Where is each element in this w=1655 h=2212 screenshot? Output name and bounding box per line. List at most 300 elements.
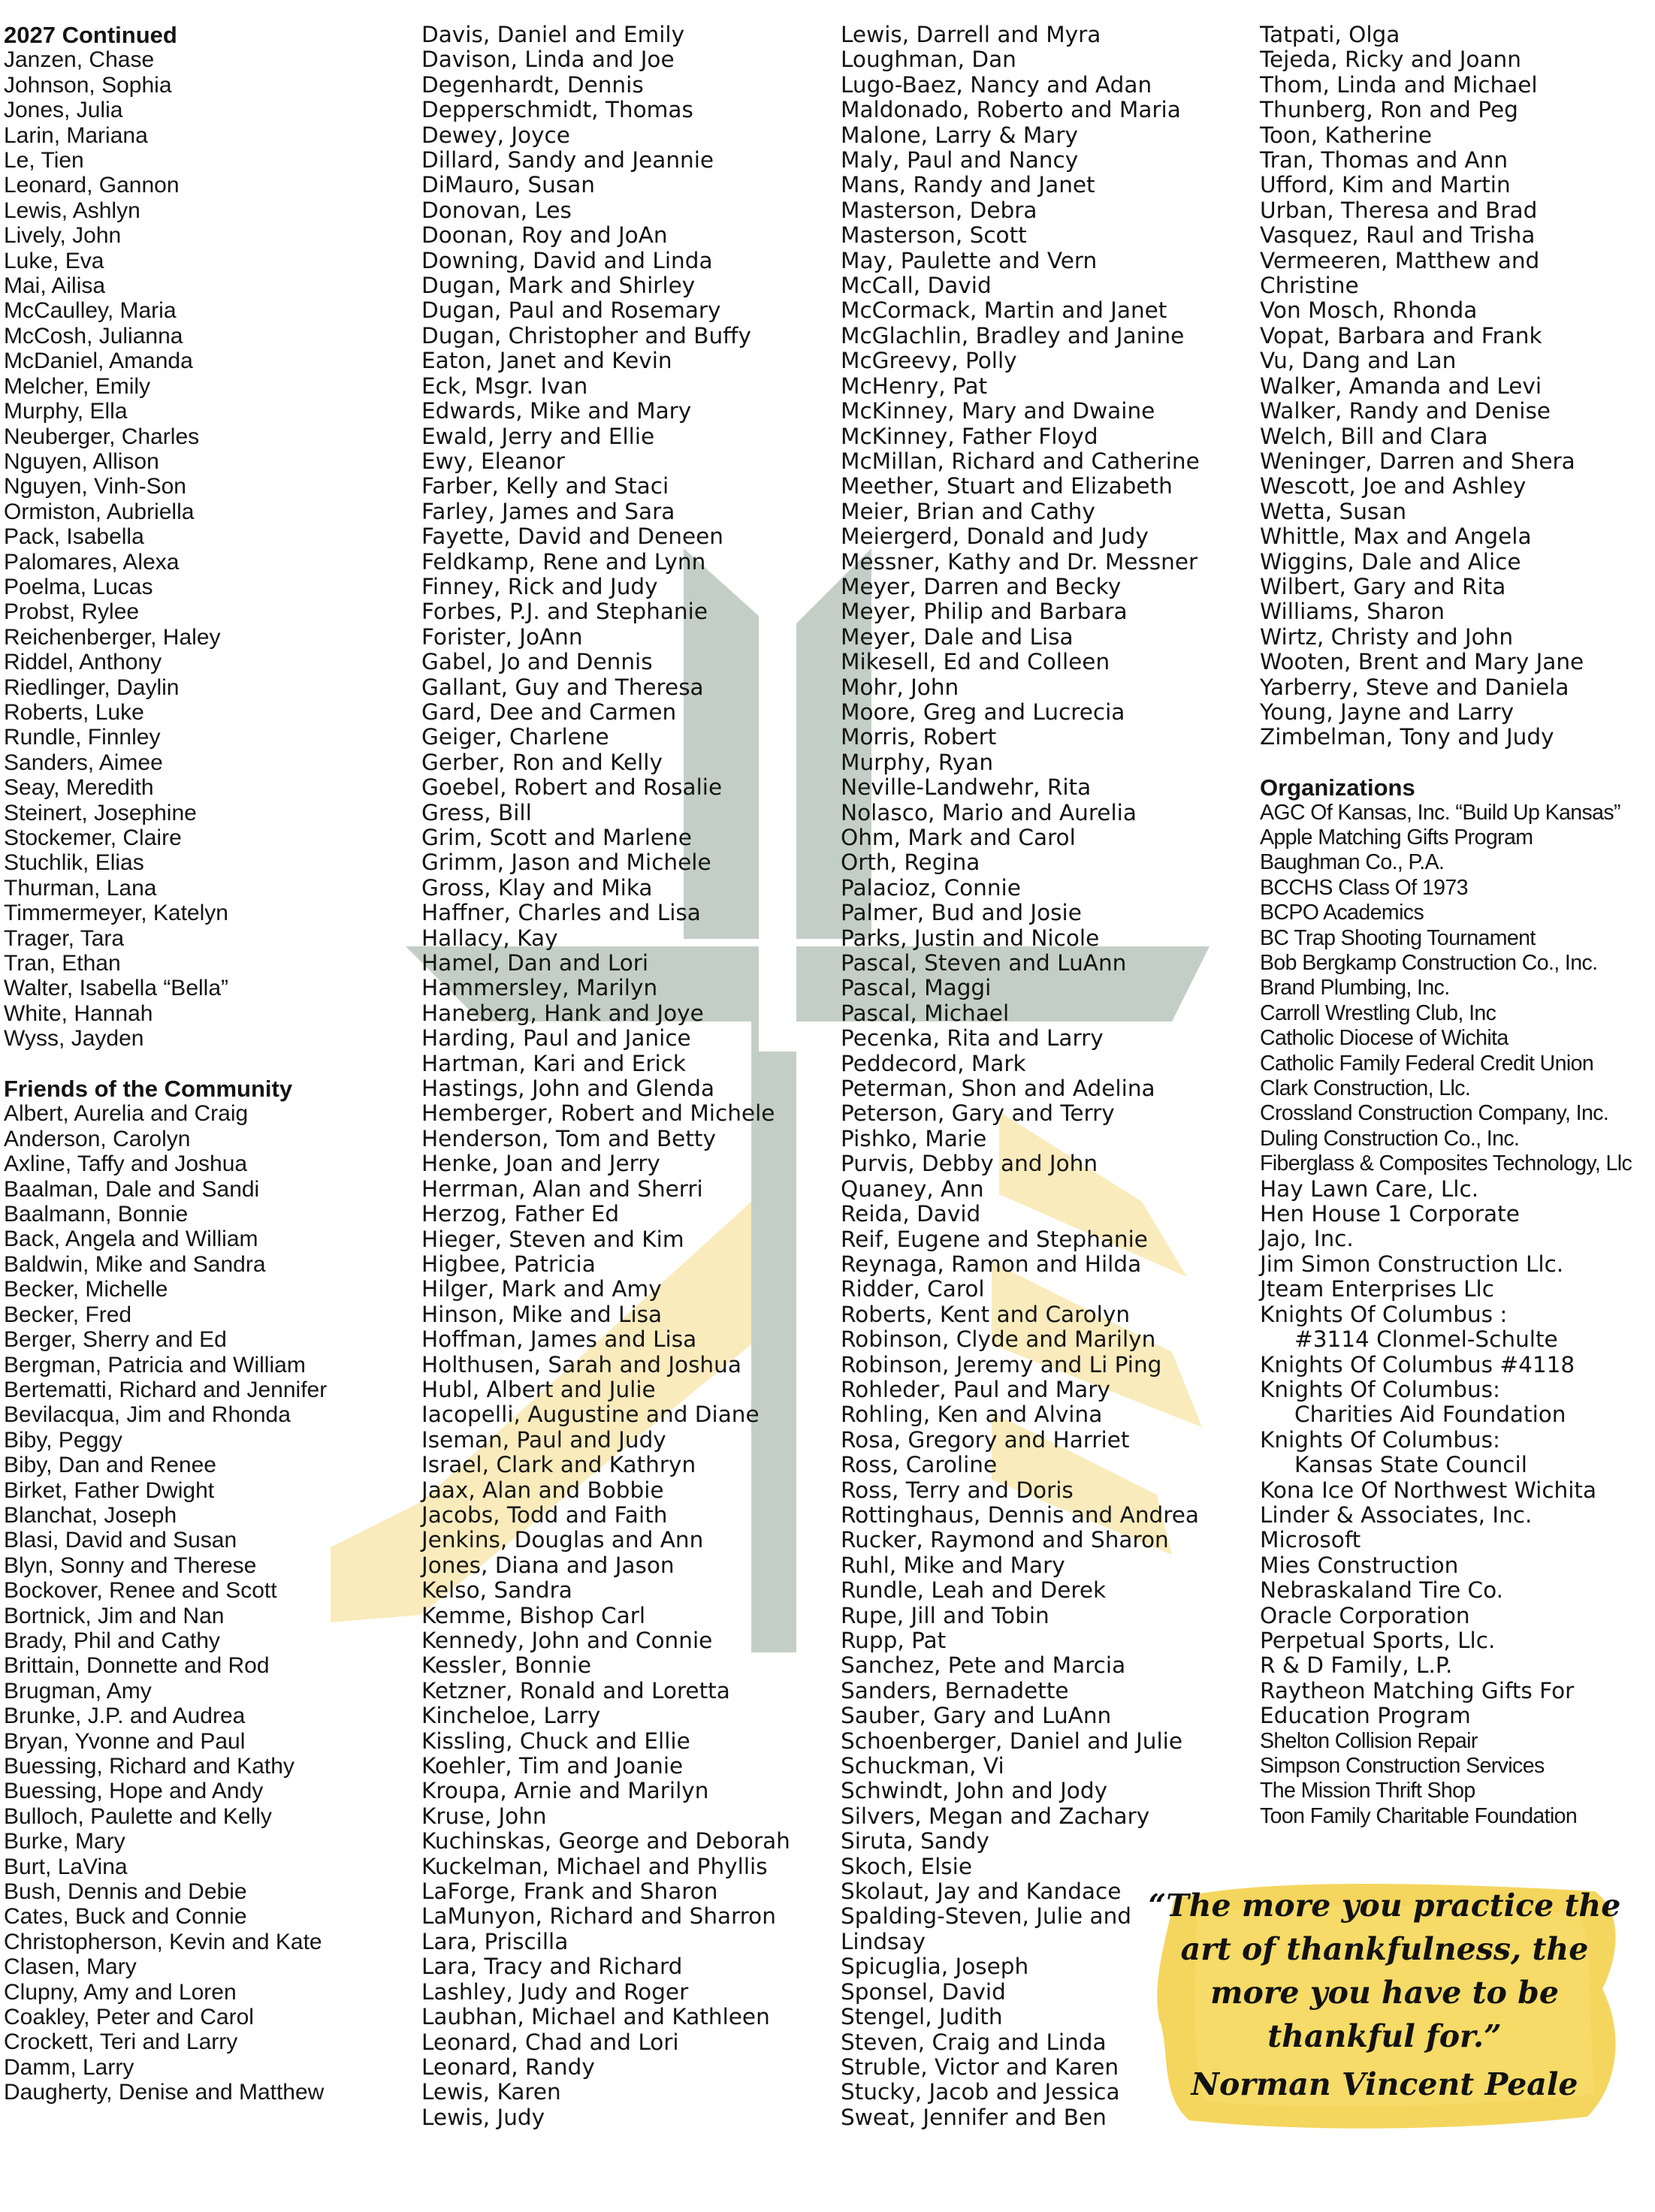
list-item: Rundle, Leah and Derek [841,1577,1107,1604]
list-item: Stengel, Judith [841,2004,1003,2030]
list-item: Geiger, Charlene [421,724,609,750]
list-item: Higbee, Patricia [421,1251,596,1277]
list-item: Seay, Meredith [4,775,154,801]
list-item: McCosh, Julianna [4,323,183,349]
list-item: Henke, Joan and Jerry [421,1151,660,1177]
list-item: Perpetual Sports, Llc. [1260,1627,1496,1653]
list-item: Stockemer, Claire [4,825,182,850]
list-item: McCormack, Martin and Janet [841,297,1167,324]
list-item: Brittain, Donnette and Rod [4,1653,270,1679]
list-item: Urban, Theresa and Brad [1260,197,1538,223]
list-item: Walker, Amanda and Levi [1260,373,1542,399]
list-item: Neville-Landwehr, Rita [841,774,1092,801]
list-item: Farley, James and Sara [421,498,675,524]
list-item: Nguyen, Vinh-Son [4,474,186,499]
list-item: Parks, Justin and Nicole [841,925,1100,951]
list-item: Skoch, Elsie [841,1853,973,1879]
list-item: Christine [1260,273,1359,299]
list-item: Kona Ice Of Northwest Wichita [1260,1477,1597,1503]
list-item: Hammersley, Marilyn [421,975,658,1001]
list-item: Sponsel, David [841,1978,1006,2005]
list-item: Ross, Terry and Doris [841,1477,1074,1503]
list-item: Vu, Dang and Lan [1260,348,1457,374]
list-item: McCaulley, Maria [4,298,177,324]
list-item: Kissling, Chuck and Ellie [421,1728,690,1754]
list-item: Lashley, Judy and Roger [421,1978,689,2005]
list-item: Hartman, Kari and Erick [421,1050,686,1076]
quote-body: “The more you practice the art of thankfulness, the more you have to be thankful for.” [1148,1888,1621,2054]
list-item: Leonard, Randy [421,2054,595,2080]
list-item: Albert, Aurelia and Craig [4,1101,249,1127]
list-item: Nebraskaland Tire Co. [1260,1577,1504,1604]
quote-author: Norman Vincent Peale [1191,2066,1578,2102]
list-item: Meier, Brian and Cathy [841,498,1095,524]
list-item: Schwindt, John and Jody [841,1778,1108,1804]
list-item: Hubl, Albert and Julie [421,1376,656,1402]
list-item: Rosa, Gregory and Harriet [841,1426,1130,1453]
list-item: Iacopelli, Augustine and Diane [421,1402,760,1428]
list-item: Birket, Father Dwight [4,1477,215,1503]
list-item: Pascal, Steven and LuAnn [841,950,1127,976]
list-item: Bob Bergkamp Construction Co., Inc. [1260,951,1598,976]
list-item: Schoenberger, Daniel and Julie [841,1728,1183,1754]
list-item: Probst, Rylee [4,599,140,625]
section-heading: Organizations [1260,774,1415,801]
list-item: Roberts, Kent and Carolyn [841,1301,1131,1327]
list-item: Haffner, Charles and Lisa [421,900,701,926]
list-item: Reichenberger, Haley [4,624,221,650]
list-item: Siruta, Sandy [841,1828,989,1854]
list-item: Bockover, Renee and Scott [4,1578,277,1604]
list-item: Reif, Eugene and Stephanie [841,1226,1148,1252]
list-item: Kroupa, Arnie and Marilyn [421,1778,709,1804]
list-item: Knights Of Columbus #4118 [1260,1351,1575,1378]
list-item: Reida, David [841,1201,981,1227]
list-item: Neuberger, Charles [4,424,200,449]
list-item: Gross, Klay and Mika [421,874,653,901]
list-item: Bryan, Yvonne and Paul [4,1728,246,1754]
list-item: Hay Lawn Care, Llc. [1260,1175,1479,1202]
list-item: Blyn, Sonny and Therese [4,1553,257,1578]
list-item: Clupny, Amy and Loren [4,1979,237,2005]
list-item: Hallacy, Kay [421,925,558,951]
list-item: Pack, Isabella [4,524,144,550]
list-item: Burke, Mary [4,1829,125,1854]
list-item: Stuchlik, Elias [4,850,144,876]
list-item: Israel, Clark and Kathryn [421,1452,696,1478]
list-column-3 [841,23,1258,2130]
list-item: Catholic Family Federal Credit Union [1260,1051,1594,1076]
list-item: Henderson, Tom and Betty [421,1125,716,1151]
list-item: Le, Tien [4,148,84,174]
list-item: Reynaga, Ramon and Hilda [841,1251,1142,1277]
list-item: Davison, Linda and Joe [421,47,675,73]
list-item: Becker, Fred [4,1302,132,1327]
list-item: Bevilacqua, Jim and Rhonda [4,1402,291,1428]
list-item: Malone, Larry & Mary [841,122,1078,148]
list-item: Wirtz, Christy and John [1260,623,1514,650]
list-item: Morris, Robert [841,724,997,750]
quote-text [1144,1884,1625,2106]
list-item: Jaax, Alan and Bobbie [421,1477,664,1503]
list-item: Mai, Ailisa [4,273,106,299]
list-item: Hen House 1 Corporate [1260,1201,1520,1227]
list-item: Loughman, Dan [841,47,1016,73]
list-item: Eaton, Janet and Kevin [421,348,672,374]
list-item: Ewy, Eleanor [421,448,565,474]
list-item: Masterson, Debra [841,197,1037,223]
list-item: Gerber, Ron and Kelly [421,749,663,775]
list-item: Rupe, Jill and Tobin [841,1602,1049,1628]
list-item: McCall, David [841,273,992,299]
list-item: Thom, Linda and Michael [1260,71,1538,98]
list-item: Simpson Construction Services [1260,1754,1545,1779]
list-item: Jim Simon Construction Llc. [1260,1251,1564,1277]
list-item: Lewis, Judy [421,2104,545,2130]
list-item: Education Program [1260,1703,1471,1729]
list-item: Welch, Bill and Clara [1260,423,1488,449]
list-item: Timmermeyer, Katelyn [4,901,228,926]
list-item: McKinney, Father Floyd [841,423,1098,449]
list-item: Meyer, Philip and Barbara [841,599,1128,625]
list-item: BCPO Academics [1260,901,1424,925]
list-item: Rupp, Pat [841,1628,947,1653]
list-item: Jteam Enterprises Llc [1260,1276,1494,1302]
list-item: Riddel, Anthony [4,650,162,675]
list-item: Skolaut, Jay and Kandace [841,1879,1122,1905]
list-item: Wilbert, Gary and Rita [1260,573,1506,599]
list-column-2 [421,23,838,2130]
list-item: Pascal, Maggi [841,975,992,1001]
list-item: Ridder, Carol [841,1276,985,1302]
list-item: #3114 Clonmel-Schulte [1294,1326,1558,1353]
list-item: Messner, Kathy and Dr. Messner [841,548,1198,575]
list-item: AGC Of Kansas, Inc. “Build Up Kansas” [1260,800,1620,825]
list-item: Oracle Corporation [1260,1602,1470,1628]
list-item: Zimbelman, Tony and Judy [1260,724,1554,750]
list-item: Herrman, Alan and Sherri [421,1175,703,1202]
list-item: Koehler, Tim and Joanie [421,1753,684,1779]
list-item: Grim, Scott and Marlene [421,825,692,850]
list-item: Larin, Mariana [4,122,148,148]
list-item: Hieger, Steven and Kim [421,1226,684,1252]
list-item: Bush, Dennis and Debie [4,1879,247,1905]
list-item: Peterman, Shon and Adelina [841,1076,1155,1102]
list-item: Linder & Associates, Inc. [1260,1501,1533,1528]
list-item: Charities Aid Foundation [1294,1402,1566,1428]
list-item: Palacioz, Connie [841,874,1021,901]
list-item: Nguyen, Allison [4,448,159,474]
list-item: Von Mosch, Rhonda [1260,297,1478,324]
list-item: Tran, Thomas and Ann [1260,147,1509,174]
list-item: Roberts, Luke [4,699,144,725]
list-item: Bergman, Patricia and William [4,1352,306,1378]
list-item: Robinson, Clyde and Marilyn [841,1326,1156,1353]
list-item: Murphy, Ella [4,399,128,424]
list-item: Mies Construction [1260,1552,1459,1578]
list-item: Kruse, John [421,1803,547,1829]
list-item: Wescott, Joe and Ashley [1260,473,1527,499]
list-item: Ufford, Kim and Martin [1260,172,1511,198]
list-item: Depperschmidt, Thomas [421,97,693,123]
list-item: Degenhardt, Dennis [421,71,644,98]
list-item: Brady, Phil and Cathy [4,1628,220,1653]
list-item: Raytheon Matching Gifts For [1260,1677,1575,1704]
list-item: Sanders, Bernadette [841,1677,1069,1704]
list-item: Donovan, Les [421,197,572,223]
list-item: Lewis, Ashlyn [4,198,140,223]
list-item: Kelso, Sandra [421,1577,572,1604]
list-item: Schuckman, Vi [841,1753,1004,1779]
list-item: Luke, Eva [4,248,104,273]
list-item: Feldkamp, Rene and Lynn [421,548,706,575]
list-item: Silvers, Megan and Zachary [841,1803,1150,1829]
list-item: Forbes, P.J. and Stephanie [421,599,708,625]
list-item: Peddecord, Mark [841,1050,1026,1076]
list-item: Rucker, Raymond and Sharon [841,1527,1169,1553]
list-item: Buessing, Richard and Kathy [4,1754,294,1779]
list-item: Toon, Katherine [1260,122,1433,148]
list-item: Wooten, Brent and Mary Jane [1260,649,1584,675]
list-item: Baalmann, Bonnie [4,1202,189,1227]
list-item: Gallant, Guy and Theresa [421,674,704,700]
list-item: Ohm, Mark and Carol [841,825,1076,850]
list-item: DiMauro, Susan [421,172,595,198]
list-column-1 [4,23,421,2105]
list-item: Whittle, Max and Angela [1260,524,1532,550]
list-item: Baldwin, Mike and Sandra [4,1251,266,1277]
list-item: Doonan, Roy and JoAn [421,222,668,249]
list-item: Cates, Buck and Connie [4,1904,247,1930]
list-item: Dugan, Christopher and Buffy [421,322,751,349]
list-item: Riedlinger, Daylin [4,674,180,700]
list-item: Ruhl, Mike and Mary [841,1552,1065,1578]
list-item: Rohleder, Paul and Mary [841,1376,1110,1402]
list-item: Jajo, Inc. [1260,1226,1354,1252]
list-item: Ormiston, Aubriella [4,499,195,524]
list-item: Ross, Caroline [841,1452,998,1478]
list-item: Lewis, Karen [421,2079,561,2105]
list-item: Lara, Tracy and Richard [421,1954,683,1980]
list-item: Spicuglia, Joseph [841,1954,1029,1980]
list-item: Ketzner, Ronald and Loretta [421,1677,730,1704]
list-item: Baughman Co., P.A. [1260,850,1445,875]
list-item: Mikesell, Ed and Colleen [841,649,1110,675]
list-item: Hamel, Dan and Lori [421,950,649,976]
list-item: McKinney, Mary and Dwaine [841,398,1155,424]
list-item: Thunberg, Ron and Peg [1260,97,1518,123]
list-item: Farber, Kelly and Staci [421,473,669,499]
list-item: McDaniel, Amanda [4,349,193,374]
list-item: Nolasco, Mario and Aurelia [841,799,1137,825]
list-item: Pishko, Marie [841,1125,987,1151]
list-item: Baalman, Dale and Sandi [4,1176,260,1202]
list-item: R & D Family, L.P. [1260,1652,1453,1679]
list-item: Damm, Larry [4,2054,134,2080]
list-item: Vasquez, Raul and Trisha [1260,222,1536,249]
list-item: Steven, Craig and Linda [841,2029,1107,2055]
list-item: Axline, Taffy and Joshua [4,1151,248,1177]
list-item: Sanders, Aimee [4,750,163,775]
list-item: Meether, Stuart and Elizabeth [841,473,1173,499]
list-item: Gabel, Jo and Dennis [421,649,653,675]
list-item: Jones, Diana and Jason [421,1552,675,1578]
list-item: Microsoft [1260,1527,1361,1553]
list-item: Knights Of Columbus: [1260,1426,1500,1453]
list-item: Rundle, Finnley [4,725,161,750]
list-item: Iseman, Paul and Judy [421,1426,666,1453]
list-item: Masterson, Scott [841,222,1027,249]
list-item: Wyss, Jayden [4,1026,144,1052]
list-item: Moore, Greg and Lucrecia [841,699,1125,725]
list-item: Wetta, Susan [1260,498,1407,524]
list-item: Anderson, Carolyn [4,1126,191,1151]
list-item: Murphy, Ryan [841,749,994,775]
list-item: Walter, Isabella “Bella” [4,976,229,1001]
list-item: Quaney, Ann [841,1175,984,1202]
list-item: Meiergerd, Donald and Judy [841,524,1149,550]
list-item: Meyer, Darren and Becky [841,573,1122,599]
list-item: Williams, Sharon [1260,599,1445,625]
list-item: Brugman, Amy [4,1678,152,1704]
list-item: Steinert, Josephine [4,800,197,825]
list-item: Catholic Diocese of Wichita [1260,1026,1509,1051]
list-item: Purvis, Debby and John [841,1151,1098,1177]
list-item: Melcher, Emily [4,373,151,399]
list-item: Johnson, Sophia [4,72,172,98]
list-item: May, Paulette and Vern [841,247,1098,273]
list-item: Vermeeren, Matthew and [1260,247,1540,273]
list-item: Blasi, David and Susan [4,1528,237,1553]
list-item: Holthusen, Sarah and Joshua [421,1351,741,1378]
list-item: Tejeda, Ricky and Joann [1260,47,1521,73]
list-item: Carroll Wrestling Club, Inc [1260,1000,1496,1025]
list-item: Becker, Michelle [4,1277,168,1302]
list-item: Knights Of Columbus : [1260,1301,1508,1327]
list-item: Lara, Priscilla [421,1928,569,1954]
list-item: Berger, Sherry and Ed [4,1327,227,1353]
list-item: Hastings, John and Glenda [421,1076,715,1102]
list-item: Shelton Collision Repair [1260,1728,1478,1753]
list-item: White, Hannah [4,1000,153,1026]
list-item: Kuchinskas, George and Deborah [421,1828,790,1854]
list-item: Daugherty, Denise and Matthew [4,2080,325,2105]
list-item: Toon Family Charitable Foundation [1260,1803,1578,1828]
list-item: Buessing, Hope and Andy [4,1779,264,1804]
list-item: Poelma, Lucas [4,574,153,599]
list-item: Thurman, Lana [4,875,157,901]
list-item: Burt, LaVina [4,1854,128,1879]
list-item: Crossland Construction Company, Inc. [1260,1101,1609,1126]
list-item: Jenkins, Douglas and Ann [421,1527,704,1553]
list-item: Kansas State Council [1294,1452,1527,1478]
list-item: Brand Plumbing, Inc. [1260,976,1450,1000]
list-item: Herzog, Father Ed [421,1201,620,1227]
list-item: McMillan, Richard and Catherine [841,448,1200,474]
list-item: Tran, Ethan [4,951,121,976]
list-item: Apple Matching Gifts Program [1260,825,1533,849]
list-item: Leonard, Chad and Lori [421,2029,679,2055]
list-item: Peterson, Gary and Terry [841,1100,1115,1127]
section-heading: Friends of the Community [4,1076,293,1103]
list-item: Clark Construction, Llc. [1260,1076,1471,1101]
list-item: Ewald, Jerry and Ellie [421,423,655,449]
list-item: Sauber, Gary and LuAnn [841,1703,1112,1729]
list-item: Clasen, Mary [4,1954,137,1980]
list-item: Harding, Paul and Janice [421,1025,691,1052]
list-item: Kemme, Bishop Carl [421,1602,646,1628]
list-item: Weninger, Darren and Shera [1260,448,1575,474]
list-item: Crockett, Teri and Larry [4,2029,238,2055]
list-item: Knights Of Columbus: [1260,1376,1500,1402]
list-item: Haneberg, Hank and Joye [421,1000,704,1026]
list-item: Hilger, Mark and Amy [421,1276,662,1302]
list-item: Pascal, Michael [841,1000,1010,1026]
list-item: Lugo-Baez, Nancy and Adan [841,71,1152,98]
list-item: Kuckelman, Michael and Phyllis [421,1853,768,1879]
list-item: Palmer, Bud and Josie [841,900,1082,926]
list-item: Laubhan, Michael and Kathleen [421,2004,770,2030]
list-item: Struble, Victor and Karen [841,2054,1119,2080]
list-item: Maly, Paul and Nancy [841,147,1079,174]
list-item: Brunke, J.P. and Audrea [4,1704,246,1729]
list-item: Lewis, Darrell and Myra [841,22,1101,47]
list-item: Walker, Randy and Denise [1260,398,1551,424]
list-item: McHenry, Pat [841,373,988,399]
list-item: Mohr, John [841,674,959,700]
list-item: Gard, Dee and Carmen [421,699,677,725]
list-item: LaForge, Frank and Sharon [421,1879,718,1905]
list-item: Davis, Daniel and Emily [421,22,685,47]
list-item: Grimm, Jason and Michele [421,849,711,876]
list-item: BC Trap Shooting Tournament [1260,925,1536,950]
list-item: Rohling, Ken and Alvina [841,1402,1103,1428]
section-gap [4,1052,421,1076]
list-item: Yarberry, Steve and Daniela [1260,674,1569,700]
list-item: LaMunyon, Richard and Sharron [421,1903,776,1930]
list-item: Palomares, Alexa [4,549,180,575]
section-heading: 2027 Continued [4,22,177,48]
list-item: Christopherson, Kevin and Kate [4,1929,322,1954]
list-item: Maldonado, Roberto and Maria [841,97,1181,123]
list-item: Kincheloe, Larry [421,1703,601,1729]
list-item: Blanchat, Joseph [4,1502,177,1528]
list-item: Orth, Regina [841,849,980,876]
list-item: Janzen, Chase [4,47,155,73]
list-item: McGreevy, Polly [841,348,1017,374]
list-item: Kennedy, John and Connie [421,1628,713,1653]
list-item: Hemberger, Robert and Michele [421,1100,775,1127]
list-item: Biby, Dan and Renee [4,1453,216,1478]
list-item: Lindsay [841,1928,926,1954]
list-item: Hoffman, James and Lisa [421,1326,697,1353]
list-item: Coakley, Peter and Carol [4,2005,254,2030]
quote-callout [1144,1869,1625,2139]
list-item: Mans, Randy and Janet [841,172,1095,198]
section-gap [1260,750,1650,775]
list-item: Biby, Peggy [4,1427,122,1453]
list-item: Sweat, Jennifer and Ben [841,2104,1107,2130]
list-item: Eck, Msgr. Ivan [421,373,588,399]
list-item: Back, Angela and William [4,1227,258,1252]
list-item: Bortnick, Jim and Nan [4,1603,225,1628]
list-item: McGlachlin, Bradley and Janine [841,322,1185,349]
list-item: Rottinghaus, Dennis and Andrea [841,1501,1199,1528]
list-item: Wiggins, Dale and Alice [1260,548,1521,575]
list-item: Pecenka, Rita and Larry [841,1025,1104,1052]
list-item: Forister, JoAnn [421,623,583,650]
list-column-4 [1260,23,1650,1829]
